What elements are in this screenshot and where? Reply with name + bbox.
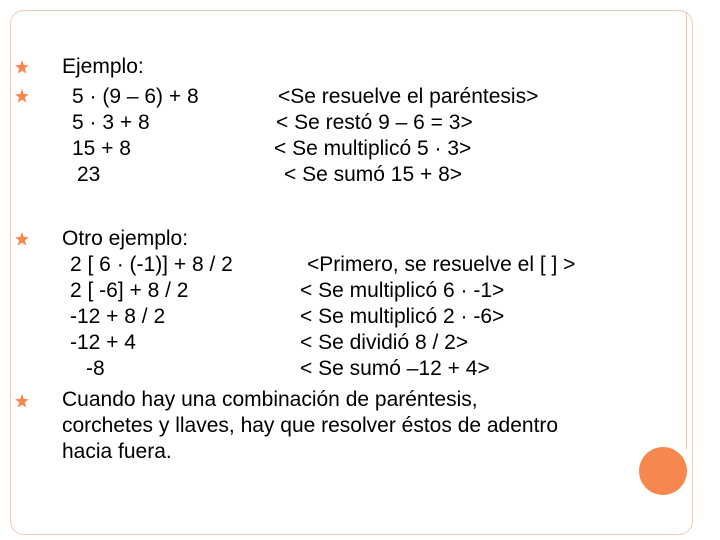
example2-note: <Primero, se resuelve el [ ] > (307, 253, 576, 276)
example1-step: 23 (77, 163, 101, 186)
example2-step: 2 [ -6] + 8 / 2 (70, 279, 189, 302)
example2-note: < Se sumó –12 + 4> (300, 357, 490, 380)
example2-step: -12 + 4 (70, 331, 136, 354)
frame-divider (686, 12, 687, 450)
example2-note: < Se multiplicó 6 · -1> (300, 279, 505, 302)
star-bullet-icon (14, 231, 30, 247)
example2-step: -8 (86, 357, 105, 380)
example1-note: < Se sumó 15 + 8> (284, 163, 463, 186)
example1-note: < Se restó 9 – 6 = 3> (276, 111, 473, 134)
example2-note: < Se dividió 8 / 2> (300, 331, 469, 354)
example2-step: 2 [ 6 · (-1)] + 8 / 2 (70, 253, 233, 276)
example1-note: <Se resuelve el paréntesis> (278, 85, 539, 108)
rule-text: Cuando hay una combinación de paréntesis, corchetes y llaves, hay que resolver éstos de adentro hacia fuera. (62, 388, 559, 463)
example1-note: < Se multiplicó 5 · 3> (274, 137, 472, 160)
star-bullet-icon (14, 59, 30, 75)
example2-step: -12 + 8 / 2 (70, 305, 166, 328)
example2-note: < Se multiplicó 2 · -6> (300, 305, 505, 328)
example1-step: 5 · 3 + 8 (72, 111, 150, 134)
decorative-dot (639, 447, 687, 495)
example1-heading: Ejemplo: (62, 55, 144, 78)
example1-step: 5 · (9 – 6) + 8 (72, 85, 199, 108)
example1-step: 15 + 8 (72, 137, 131, 160)
star-bullet-icon (14, 393, 30, 409)
example2-heading: Otro ejemplo: (62, 227, 189, 250)
star-bullet-icon (14, 88, 30, 104)
